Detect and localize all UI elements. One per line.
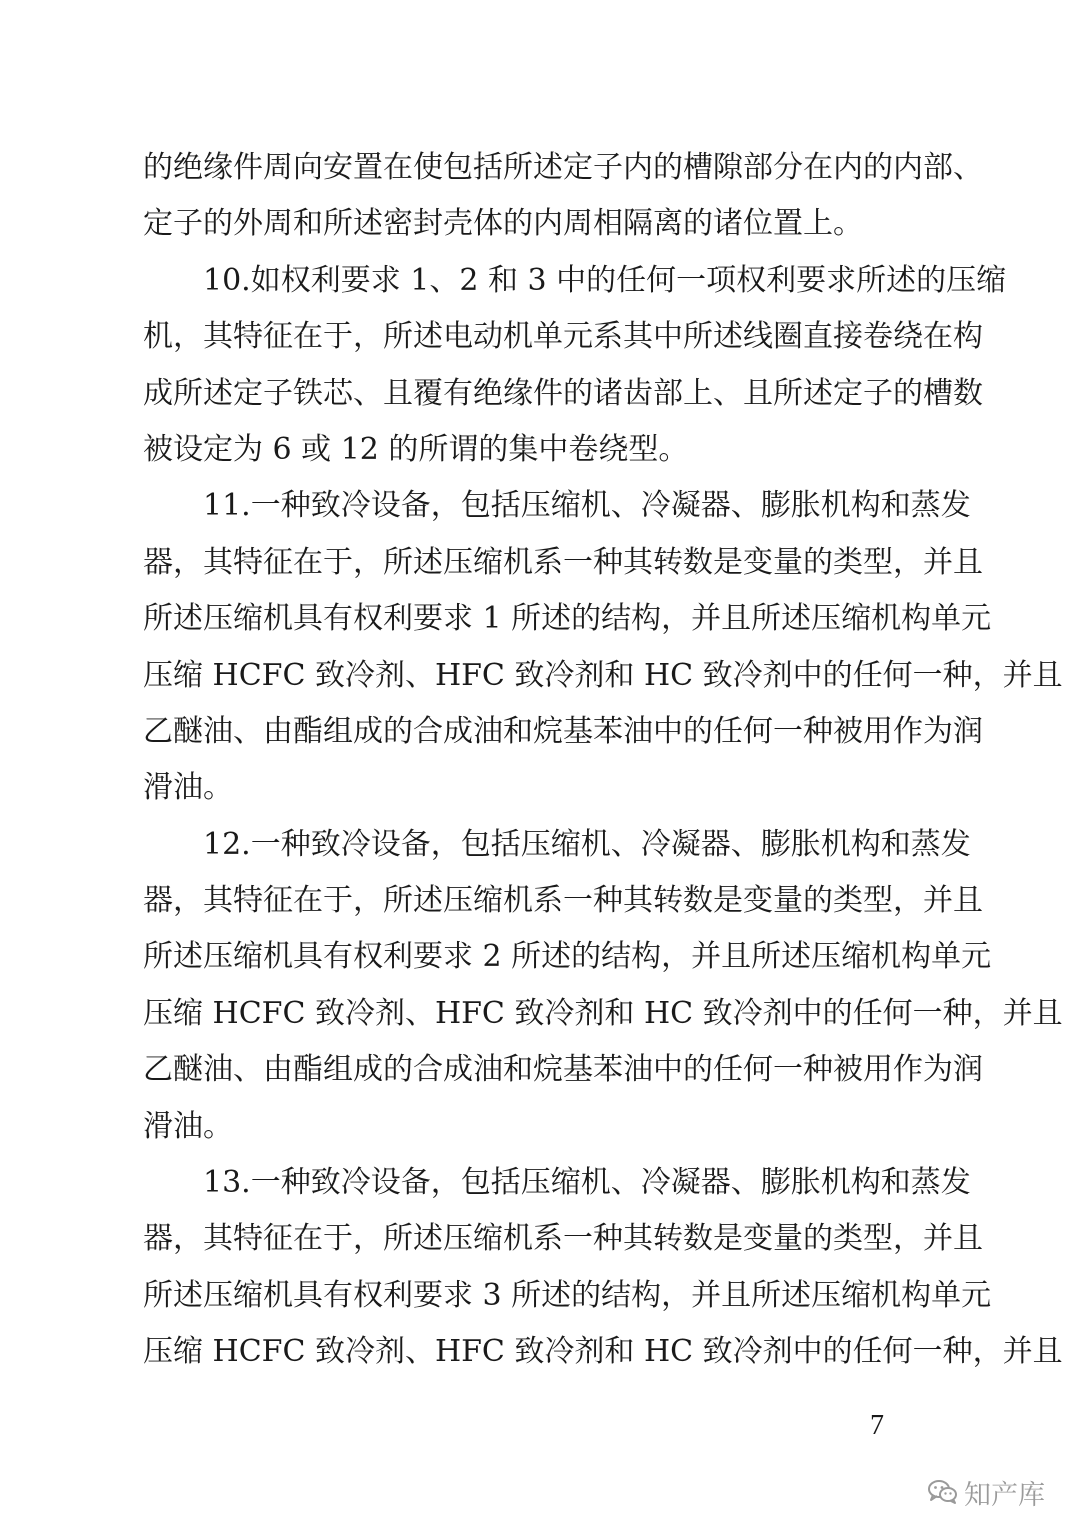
watermark <box>928 1472 1045 1512</box>
text-line: 所述压缩机具有权利要求 2 所述的结构，并且所述压缩机构单元 <box>143 939 992 975</box>
text-line: 压缩 HCFC 致冷剂、HFC 致冷剂和 HC 致冷剂中的任何一种，并且 <box>143 995 1063 1031</box>
page-number: 7 <box>870 1410 884 1441</box>
claim-12-start: 12.一种致冷设备，包括压缩机、冷凝器、膨胀机构和蒸发 <box>203 826 971 862</box>
text-line: 压缩 HCFC 致冷剂、HFC 致冷剂和 HC 致冷剂中的任何一种，并且 <box>143 657 1063 693</box>
text-line: 定子的外周和所述密封壳体的内周相隔离的诸位置上。 <box>143 206 863 242</box>
text-line: 的绝缘件周向安置在使包括所述定子内的槽隙部分在内的内部、 <box>143 150 983 185</box>
text-line: 器，其特征在于，所述压缩机系一种其转数是变量的类型，并且 <box>143 544 983 580</box>
text-line: 滑油。 <box>143 1108 233 1144</box>
claim-10-start: 10.如权利要求 1、2 和 3 中的任何一项权利要求所述的压缩 <box>203 262 1007 298</box>
text-line: 器，其特征在于，所述压缩机系一种其转数是变量的类型，并且 <box>143 883 983 919</box>
text-line: 乙醚油、由酯组成的合成油和烷基苯油中的任何一种被用作为润 <box>143 713 983 749</box>
text-line: 机，其特征在于，所述电动机单元系其中所述线圈直接卷绕在构 <box>143 319 983 355</box>
text-line: 滑油。 <box>143 770 233 806</box>
text-line: 乙醚油、由酯组成的合成油和烷基苯油中的任何一种被用作为润 <box>143 1052 983 1088</box>
text-line: 成所述定子铁芯、且覆有绝缘件的诸齿部上、且所述定子的槽数 <box>143 375 983 411</box>
text-line: 被设定为 6 或 12 的所谓的集中卷绕型。 <box>143 431 689 467</box>
text-line: 压缩 HCFC 致冷剂、HFC 致冷剂和 HC 致冷剂中的任何一种，并且 <box>143 1334 1063 1370</box>
text-line: 所述压缩机具有权利要求 1 所述的结构，并且所述压缩机构单元 <box>143 601 992 637</box>
claim-13-start: 13.一种致冷设备，包括压缩机、冷凝器、膨胀机构和蒸发 <box>203 1165 971 1201</box>
text-line: 所述压缩机具有权利要求 3 所述的结构，并且所述压缩机构单元 <box>143 1277 992 1313</box>
text-line: 器，其特征在于，所述压缩机系一种其转数是变量的类型，并且 <box>143 1221 983 1257</box>
wechat-icon <box>928 1479 958 1505</box>
claims-text <box>143 140 1063 1381</box>
watermark-text: 知产库 <box>964 1479 1045 1511</box>
claim-11-start: 11.一种致冷设备，包括压缩机、冷凝器、膨胀机构和蒸发 <box>203 488 971 524</box>
